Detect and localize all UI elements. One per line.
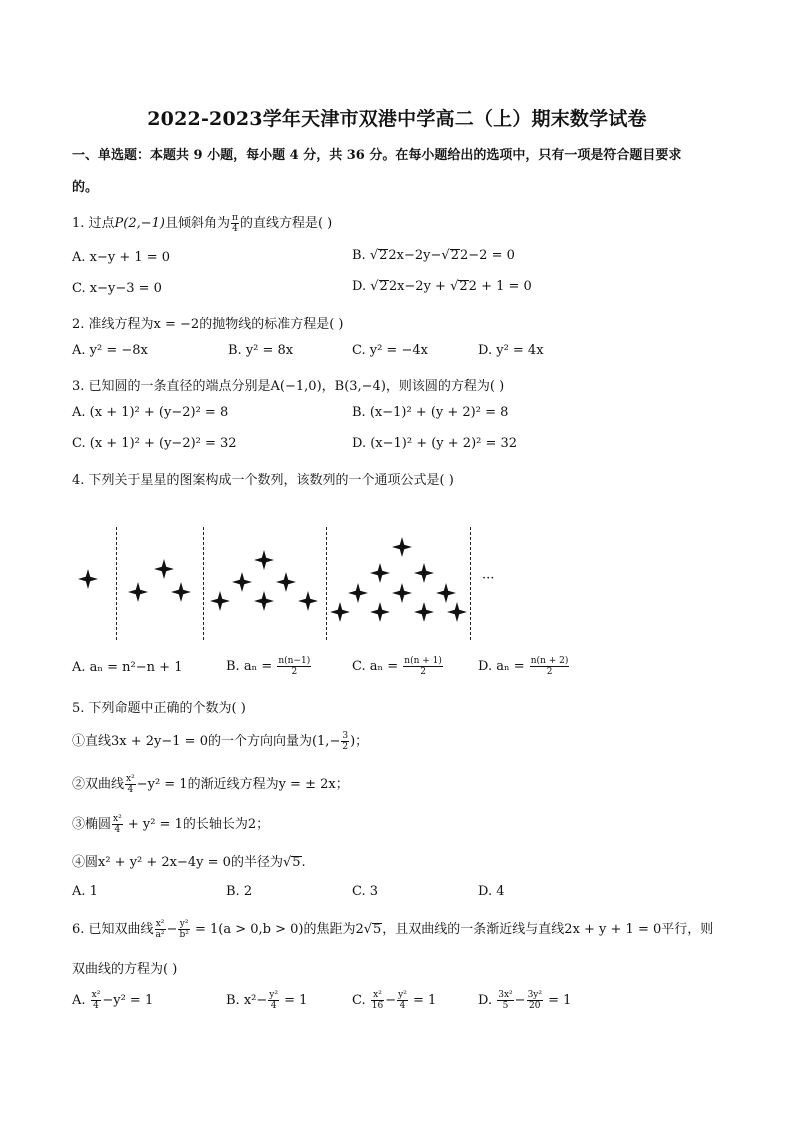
q5-s3-num: x²: [113, 814, 122, 824]
q4-d-fraction: [530, 656, 570, 677]
q4-option-d[interactable]: [478, 656, 570, 677]
stars-svg: [72, 527, 512, 643]
q1-b-sqrt1: 2: [379, 248, 388, 263]
q6-c-num1: x²: [371, 990, 384, 1001]
star-icon: [447, 602, 467, 622]
q6-d-label: D.: [478, 993, 497, 1008]
q1-angle-fraction: [231, 213, 239, 234]
q5-s3-text: ③椭圆: [72, 817, 112, 832]
q6-d-num2: 3y²: [527, 990, 542, 1000]
q6-d-den1: 5: [502, 1001, 509, 1011]
section-header-line2: 的。: [72, 180, 99, 195]
star-icon: [330, 602, 350, 622]
q6-b-num: y²: [269, 990, 278, 1000]
q6-frac-y: [178, 919, 189, 940]
page-title: 2022-2023学年天津市双港中学高二（上）期末数学试卷: [147, 108, 647, 130]
q5-s1-den: 2: [342, 742, 349, 752]
star-icon: [298, 591, 318, 611]
q4-c-den: 2: [420, 667, 426, 677]
q4-d-num: n(n + 2): [530, 656, 569, 666]
section-header-line1: 一、单选题：本题共 9 小题，每小题 4 分，共 36 分。在每小题给出的选项中，只有一项是符合题目要求: [72, 148, 682, 163]
q1-point: P(2,−1): [114, 216, 166, 231]
q5-s4-text: ④圆x² + y² + 2x−4y = 0的半径为: [72, 855, 283, 870]
q5-option-d[interactable]: D. 4: [478, 884, 505, 899]
q6-b-den: 4: [270, 1001, 277, 1011]
q6-frac-x: [155, 919, 166, 940]
q4-option-c[interactable]: [352, 656, 444, 677]
star-icon: [436, 583, 456, 603]
q5-statement-3: [72, 813, 269, 835]
q1-option-b[interactable]: B. √22x−2y−√22−2 = 0: [352, 248, 515, 263]
star-icon: [254, 591, 274, 611]
q2-option-c[interactable]: C. y² = −4x: [352, 343, 428, 358]
q6-b-fraction: [268, 990, 279, 1011]
q6-c-fraction1: [371, 990, 384, 1011]
q1-b-expr2: 2−2 = 0: [460, 248, 515, 263]
q5-s2-fraction: [125, 774, 136, 795]
q5-s2-tail: −y² = 1的渐近线方程为y = ± 2x；: [136, 777, 349, 792]
q6-c-den1: 16: [371, 1001, 384, 1011]
question-5-stem: 5. 下列命题中正确的个数为( ): [72, 701, 246, 716]
q1-angle-den: 4: [232, 224, 238, 234]
q1-angle-num: π: [232, 213, 238, 223]
q6-c-fraction2: [397, 990, 408, 1011]
q1-b-expr: 2x−2y−: [388, 248, 442, 263]
q4-c-fraction: [403, 656, 443, 677]
q6-a-rest: −y² = 1: [102, 993, 154, 1008]
star-icon: [78, 569, 98, 589]
q3-option-c[interactable]: C. (x + 1)² + (y−2)² = 32: [72, 436, 237, 451]
sequence-ellipsis: ···: [482, 571, 495, 586]
q6-b-rest: = 1: [279, 993, 308, 1008]
q1-option-c[interactable]: C. x−y−3 = 0: [72, 281, 162, 296]
q1-d-expr2: 2 + 1 = 0: [468, 279, 532, 294]
q6-c-label: C.: [352, 993, 370, 1008]
q6-d-fraction1: [497, 990, 513, 1011]
q6-d-num1: 3x²: [498, 990, 513, 1000]
q5-s1-num: 3: [342, 731, 349, 741]
q4-b-den: 2: [291, 667, 298, 677]
q1-d-sqrt2: 2: [459, 279, 468, 294]
star-pattern-figure: [72, 527, 512, 643]
q5-s4-tail: .: [301, 855, 306, 870]
q5-statement-4: ④圆x² + y² + 2x−4y = 0的半径为√5.: [72, 855, 306, 870]
question-3-stem: 3. 已知圆的一条直径的端点分别是A(−1,0)，B(3,−4)，则该圆的方程为( ): [72, 379, 505, 394]
q5-statement-2: [72, 773, 349, 795]
q4-b-fraction: [277, 656, 311, 677]
q4-c-label: C. aₙ =: [352, 659, 403, 674]
q3-option-d[interactable]: D. (x−1)² + (y + 2)² = 32: [352, 436, 518, 451]
q2-option-b[interactable]: B. y² = 8x: [228, 343, 294, 358]
q4-d-label: D. aₙ =: [478, 659, 529, 674]
q1-option-a[interactable]: A. x−y + 1 = 0: [72, 250, 171, 265]
q6-stem-line2: 双曲线的方程为( ): [72, 962, 178, 977]
q6-d-fraction2: [527, 990, 543, 1011]
q5-s1-text: ①直线3x + 2y−1 = 0的一个方向向量为(1,−: [72, 734, 341, 749]
q6-d-den2: 20: [529, 1001, 541, 1011]
question-6-stem: 6. 已知双曲线 $\frac{\text{x²}}{\text{a²}}$ − $\frac{\text{y²}}{\text{b²}}$ = 1(a > 0,b > 0)的焦距为2√5，且双曲线的一条渐近线与直线2x + y + 1 = 0平行，则: [72, 919, 714, 940]
q6-option-c[interactable]: C. $\frac{\text{x²}}{16}$ − $\frac{\text{y²}}{4}$ = 1: [352, 990, 437, 1011]
q5-option-c[interactable]: C. 3: [352, 884, 379, 899]
q2-option-a[interactable]: A. y² = −8x: [72, 343, 148, 358]
q5-statement-1: [72, 730, 368, 752]
q1-stem-a: 1. 过点: [72, 216, 115, 231]
q6-stem-a: 6. 已知双曲线: [72, 922, 154, 937]
q1-d-expr: 2x−2y +: [388, 279, 451, 294]
q1-option-d[interactable]: D. √22x−2y + √22 + 1 = 0: [352, 279, 532, 294]
star-icon: [171, 582, 191, 602]
q1-d-sqrt1: 2: [379, 279, 388, 294]
q5-s1-fraction: [341, 731, 349, 752]
q3-option-a[interactable]: A. (x + 1)² + (y−2)² = 8: [72, 405, 229, 420]
q5-option-b[interactable]: B. 2: [226, 884, 253, 899]
q1-b-label: B.: [352, 248, 370, 263]
star-icon: [370, 563, 390, 583]
star-icon: [392, 583, 412, 603]
q4-option-a[interactable]: A. aₙ = n²−n + 1: [72, 660, 183, 675]
q5-s2-den: 4: [127, 785, 134, 795]
q6-a-label: A.: [72, 993, 90, 1008]
q6-a-fraction: [91, 990, 102, 1011]
q6-f1-den: a²: [155, 930, 165, 940]
q6-c-num2: y²: [398, 990, 407, 1000]
q5-s2-text: ②双曲线: [72, 777, 125, 792]
q6-b-label: B. x²−: [226, 993, 268, 1008]
q6-a-num: x²: [91, 990, 101, 1000]
star-icon: [392, 537, 412, 557]
star-icon: [254, 550, 274, 570]
q6-c-den2: 4: [399, 1001, 406, 1011]
q6-f1-num: x²: [155, 919, 165, 929]
q1-b-sqrt2: 2: [450, 248, 459, 263]
star-icon: [210, 591, 230, 611]
question-1-stem: [72, 212, 332, 234]
star-icon: [276, 572, 296, 592]
q5-s3-den: 4: [114, 825, 121, 835]
q1-d-label: D.: [352, 279, 371, 294]
star-icon: [232, 572, 252, 592]
star-icon: [348, 583, 368, 603]
q4-b-num: n(n−1): [278, 656, 311, 666]
q3-option-b[interactable]: B. (x−1)² + (y + 2)² = 8: [352, 405, 509, 420]
q5-s2-num: x²: [126, 774, 135, 784]
q6-option-d[interactable]: D. $\frac{\text{3x²}}{5}$ − $\frac{\text{3y²}}{20}$ = 1: [478, 990, 572, 1011]
question-2-stem: 2. 准线方程为x = −2的抛物线的标准方程是( ): [72, 317, 344, 332]
q6-f2-den: b²: [179, 930, 189, 940]
q5-s4-sqrt: 5: [292, 855, 301, 870]
q2-option-d[interactable]: D. y² = 4x: [478, 343, 544, 358]
q1-stem-c: 的直线方程是( ): [239, 216, 333, 231]
q4-c-num: n(n + 1): [404, 656, 442, 666]
q1-stem-b: 且倾斜角为: [165, 216, 231, 231]
q5-option-a[interactable]: A. 1: [72, 884, 98, 899]
q5-s3-fraction: [112, 814, 123, 835]
q6-f2-num: y²: [179, 919, 189, 929]
q5-s1-tail: )；: [350, 734, 369, 749]
q6-a-den: 4: [93, 1001, 99, 1011]
q6-c-rest: = 1: [408, 993, 437, 1008]
q5-s3-tail: + y² = 1的长轴长为2；: [123, 817, 270, 832]
q6-option-a[interactable]: [72, 990, 153, 1011]
q6-sqrt: 5: [373, 922, 382, 937]
q6-stem-b: = 1(a > 0,b > 0)的焦距为2: [190, 922, 364, 937]
star-icon: [128, 582, 148, 602]
star-icon: [154, 559, 174, 579]
q6-stem-c: ，且双曲线的一条渐近线与直线2x + y + 1 = 0平行，则: [382, 922, 714, 937]
star-icon: [414, 563, 434, 583]
q6-d-rest: = 1: [543, 993, 572, 1008]
question-4-stem: 4. 下列关于星星的图案构成一个数列，该数列的一个通项公式是( ): [72, 473, 454, 488]
star-icon: [414, 602, 434, 622]
q4-b-label: B. aₙ =: [226, 659, 277, 674]
q4-d-den: 2: [546, 667, 553, 677]
q6-option-b[interactable]: [226, 990, 307, 1011]
star-icon: [370, 602, 390, 622]
q4-option-b[interactable]: [226, 656, 312, 677]
